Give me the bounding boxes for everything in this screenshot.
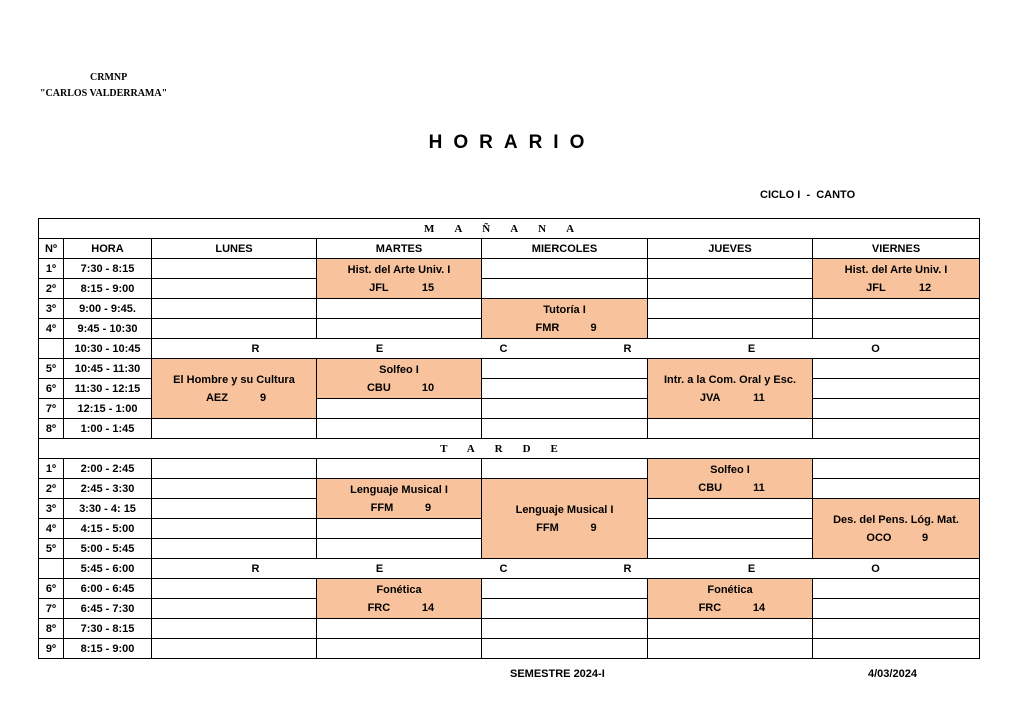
recreo-letter: O [871,342,880,355]
empty-cell [482,359,648,379]
class-cell-manana-martes_5 [317,359,482,399]
empty-cell [813,359,980,379]
period-number: 3º [39,299,64,319]
empty-cell [813,579,980,599]
teacher-code: FFM [536,521,559,534]
schedule-row [39,599,980,619]
empty-cell [482,619,648,639]
empty-cell [482,419,648,439]
period-time: 8:15 - 9:00 [64,639,152,659]
classroom-number: 14 [421,601,435,614]
period-number: 4º [39,319,64,339]
period-number: 7º [39,599,64,619]
course-name: Lenguaje Musical I [515,503,614,516]
empty-cell [152,519,317,539]
period-number: 3º [39,499,64,519]
period-time: 9:00 - 9:45. [64,299,152,319]
empty-cell [813,619,980,639]
empty-cell [648,539,813,559]
teacher-code: CBU [698,481,723,494]
course-name: Des. del Pens. Lóg. Mat. [833,513,959,526]
class-cell-tarde-miercoles_3 [482,479,648,559]
course-name: Fonética [707,583,753,596]
header-viernes: VIERNES [813,239,980,259]
period-time: 12:15 - 1:00 [64,399,152,419]
class-cell-manana-martes_1 [317,259,482,299]
classroom-number: 9 [424,501,432,514]
period-time: 6:00 - 6:45 [64,579,152,599]
teacher-code: JFL [866,281,886,294]
empty-cell [317,519,482,539]
teacher-code: FRC [367,601,391,614]
schedule-body [39,219,980,659]
empty-cell [152,259,317,279]
teacher-code: AEZ [205,391,228,404]
recreo-letter: R [623,562,632,575]
period-number: 6º [39,379,64,399]
cycle-label: CICLO I - CANTO [760,189,856,201]
header-lunes: LUNES [152,239,317,259]
course-code-line [482,319,647,337]
course-code-line [648,479,812,497]
period-time: 4:15 - 5:00 [64,519,152,539]
empty-cell [152,539,317,559]
empty-cell [482,399,648,419]
teacher-code: JFL [369,281,389,294]
schedule-table [38,218,980,659]
course-code-line [813,279,979,297]
empty-cell [482,459,648,479]
classroom-number: 14 [752,601,766,614]
institution-acronym: CRMNP [90,72,128,83]
teacher-code: JVA [699,391,721,404]
schedule-row [39,619,980,639]
date-label: 4/03/2024 [868,668,917,680]
page-title: HORARIO [428,132,596,153]
empty-cell [152,419,317,439]
recreo-letter: E [747,342,756,355]
period-time: 9:45 - 10:30 [64,319,152,339]
empty-cell [482,379,648,399]
course-code-line [317,599,481,617]
classroom-number: 9 [921,531,929,544]
header-jueves: JUEVES [648,239,813,259]
schedule-row [39,639,980,659]
schedule-row [39,299,980,319]
period-time: 3:30 - 4: 15 [64,499,152,519]
recreo-letter: R [251,562,260,575]
period-time: 8:15 - 9:00 [64,279,152,299]
schedule-row [39,579,980,599]
schedule-row [39,459,980,479]
empty-cell [152,499,317,519]
institution-name: "CARLOS VALDERRAMA" [40,88,168,99]
manana-section-row [39,219,980,239]
empty-cell [813,319,980,339]
period-time: 10:30 - 10:45 [64,339,152,359]
class-cell-manana-miercoles_3 [482,299,648,339]
period-time: 10:45 - 11:30 [64,359,152,379]
empty-cell [152,619,317,639]
class-cell-manana-viernes_1 [813,259,980,299]
header-hora: HORA [64,239,152,259]
empty-cell [482,259,648,279]
recreo-letter: C [499,562,508,575]
period-number: 1º [39,459,64,479]
empty-cell [648,619,813,639]
classroom-number: 10 [421,381,435,394]
course-code-line [648,389,812,407]
period-time: 1:00 - 1:45 [64,419,152,439]
period-time: 6:45 - 7:30 [64,599,152,619]
teacher-code: OCO [866,531,892,544]
classroom-number: 11 [753,391,765,404]
schedule-row [39,419,980,439]
period-time: 7:30 - 8:15 [64,619,152,639]
empty-cell [482,279,648,299]
empty-cell [317,539,482,559]
tarde-section-row [39,439,980,459]
schedule-row [39,559,980,579]
course-name: Hist. del Arte Univ. I [844,263,948,276]
header-miercoles: MIERCOLES [482,239,648,259]
course-name: Lenguaje Musical I [350,483,448,496]
teacher-code: CBU [366,381,391,394]
course-code-line [648,599,812,617]
empty-cell [648,639,813,659]
empty-cell [317,619,482,639]
schedule-row [39,479,980,499]
period-number: 9º [39,639,64,659]
course-code-line [317,499,481,517]
empty-cell [648,519,813,539]
class-cell-manana-jueves_5 [648,359,813,419]
recreo-letter: C [499,342,508,355]
empty-cell [317,419,482,439]
period-time: 7:30 - 8:15 [64,259,152,279]
class-cell-manana-lunes_5 [152,359,317,419]
course-code-line [813,529,979,547]
empty-cell [152,319,317,339]
header-row [39,239,980,259]
period-time: 5:45 - 6:00 [64,559,152,579]
recreo-letter: E [375,342,384,355]
period-number: 2º [39,279,64,299]
empty-cell [152,279,317,299]
period-time: 2:45 - 3:30 [64,479,152,499]
course-code-line [152,389,316,407]
period-number: 8º [39,619,64,639]
recreo-letter: E [747,562,756,575]
period-time: 2:00 - 2:45 [64,459,152,479]
recreo-cell [152,339,980,359]
header-n: Nº [39,239,64,259]
manana-section-label: MAÑANA [39,219,980,239]
teacher-code: FRC [698,601,722,614]
course-name: Fonética [376,583,422,596]
period-time: 5:00 - 5:45 [64,539,152,559]
classroom-number: 15 [421,281,435,294]
empty-cell [648,499,813,519]
course-name: Solfeo I [379,363,419,376]
empty-cell [317,459,482,479]
empty-cell [482,599,648,619]
period-number: 7º [39,399,64,419]
empty-cell [648,259,813,279]
classroom-number: 11 [753,481,765,494]
empty-cell [813,599,980,619]
empty-cell [317,299,482,319]
period-number: 1º [39,259,64,279]
period-number: 6º [39,579,64,599]
empty-cell [152,479,317,499]
empty-cell [152,459,317,479]
empty-cell [482,639,648,659]
period-number [39,339,64,359]
classroom-number: 9 [259,391,267,404]
period-number: 5º [39,539,64,559]
course-name: Intr. a la Com. Oral y Esc. [663,373,797,386]
teacher-code: FMR [535,321,560,334]
empty-cell [317,319,482,339]
course-code-line [317,279,481,297]
class-cell-tarde-jueves_6 [648,579,813,619]
empty-cell [152,639,317,659]
teacher-code: FFM [370,501,394,514]
header-martes: MARTES [317,239,482,259]
course-name: Solfeo I [710,463,750,476]
empty-cell [152,579,317,599]
class-cell-tarde-martes_6 [317,579,482,619]
period-time: 11:30 - 12:15 [64,379,152,399]
recreo-cell [152,559,980,579]
empty-cell [648,279,813,299]
course-code-line [482,519,647,537]
tarde-section-label: TARDE [39,439,980,459]
empty-cell [648,419,813,439]
classroom-number: 9 [590,521,597,534]
course-code-line [317,379,481,397]
empty-cell [813,299,980,319]
empty-cell [813,639,980,659]
recreo-letter: O [871,562,880,575]
class-cell-tarde-martes_2 [317,479,482,519]
period-number: 2º [39,479,64,499]
period-number: 4º [39,519,64,539]
empty-cell [317,639,482,659]
schedule-row [39,339,980,359]
empty-cell [152,599,317,619]
schedule-row [39,259,980,279]
empty-cell [482,579,648,599]
empty-cell [813,459,980,479]
empty-cell [813,479,980,499]
schedule-row [39,359,980,379]
course-name: Tutoría I [543,303,586,316]
empty-cell [648,319,813,339]
period-number: 8º [39,419,64,439]
empty-cell [813,419,980,439]
period-number [39,559,64,579]
empty-cell [317,399,482,419]
class-cell-tarde-viernes_3 [813,499,980,559]
classroom-number: 12 [918,281,932,294]
course-name: Hist. del Arte Univ. I [347,263,451,276]
empty-cell [152,299,317,319]
course-name: El Hombre y su Cultura [173,373,295,386]
semester-label: SEMESTRE 2024-I [510,668,605,680]
empty-cell [648,299,813,319]
empty-cell [813,379,980,399]
class-cell-tarde-jueves_1 [648,459,813,499]
period-number: 5º [39,359,64,379]
recreo-letter: R [251,342,260,355]
recreo-letter: R [623,342,632,355]
empty-cell [813,399,980,419]
classroom-number: 9 [590,321,597,334]
recreo-letter: E [375,562,384,575]
